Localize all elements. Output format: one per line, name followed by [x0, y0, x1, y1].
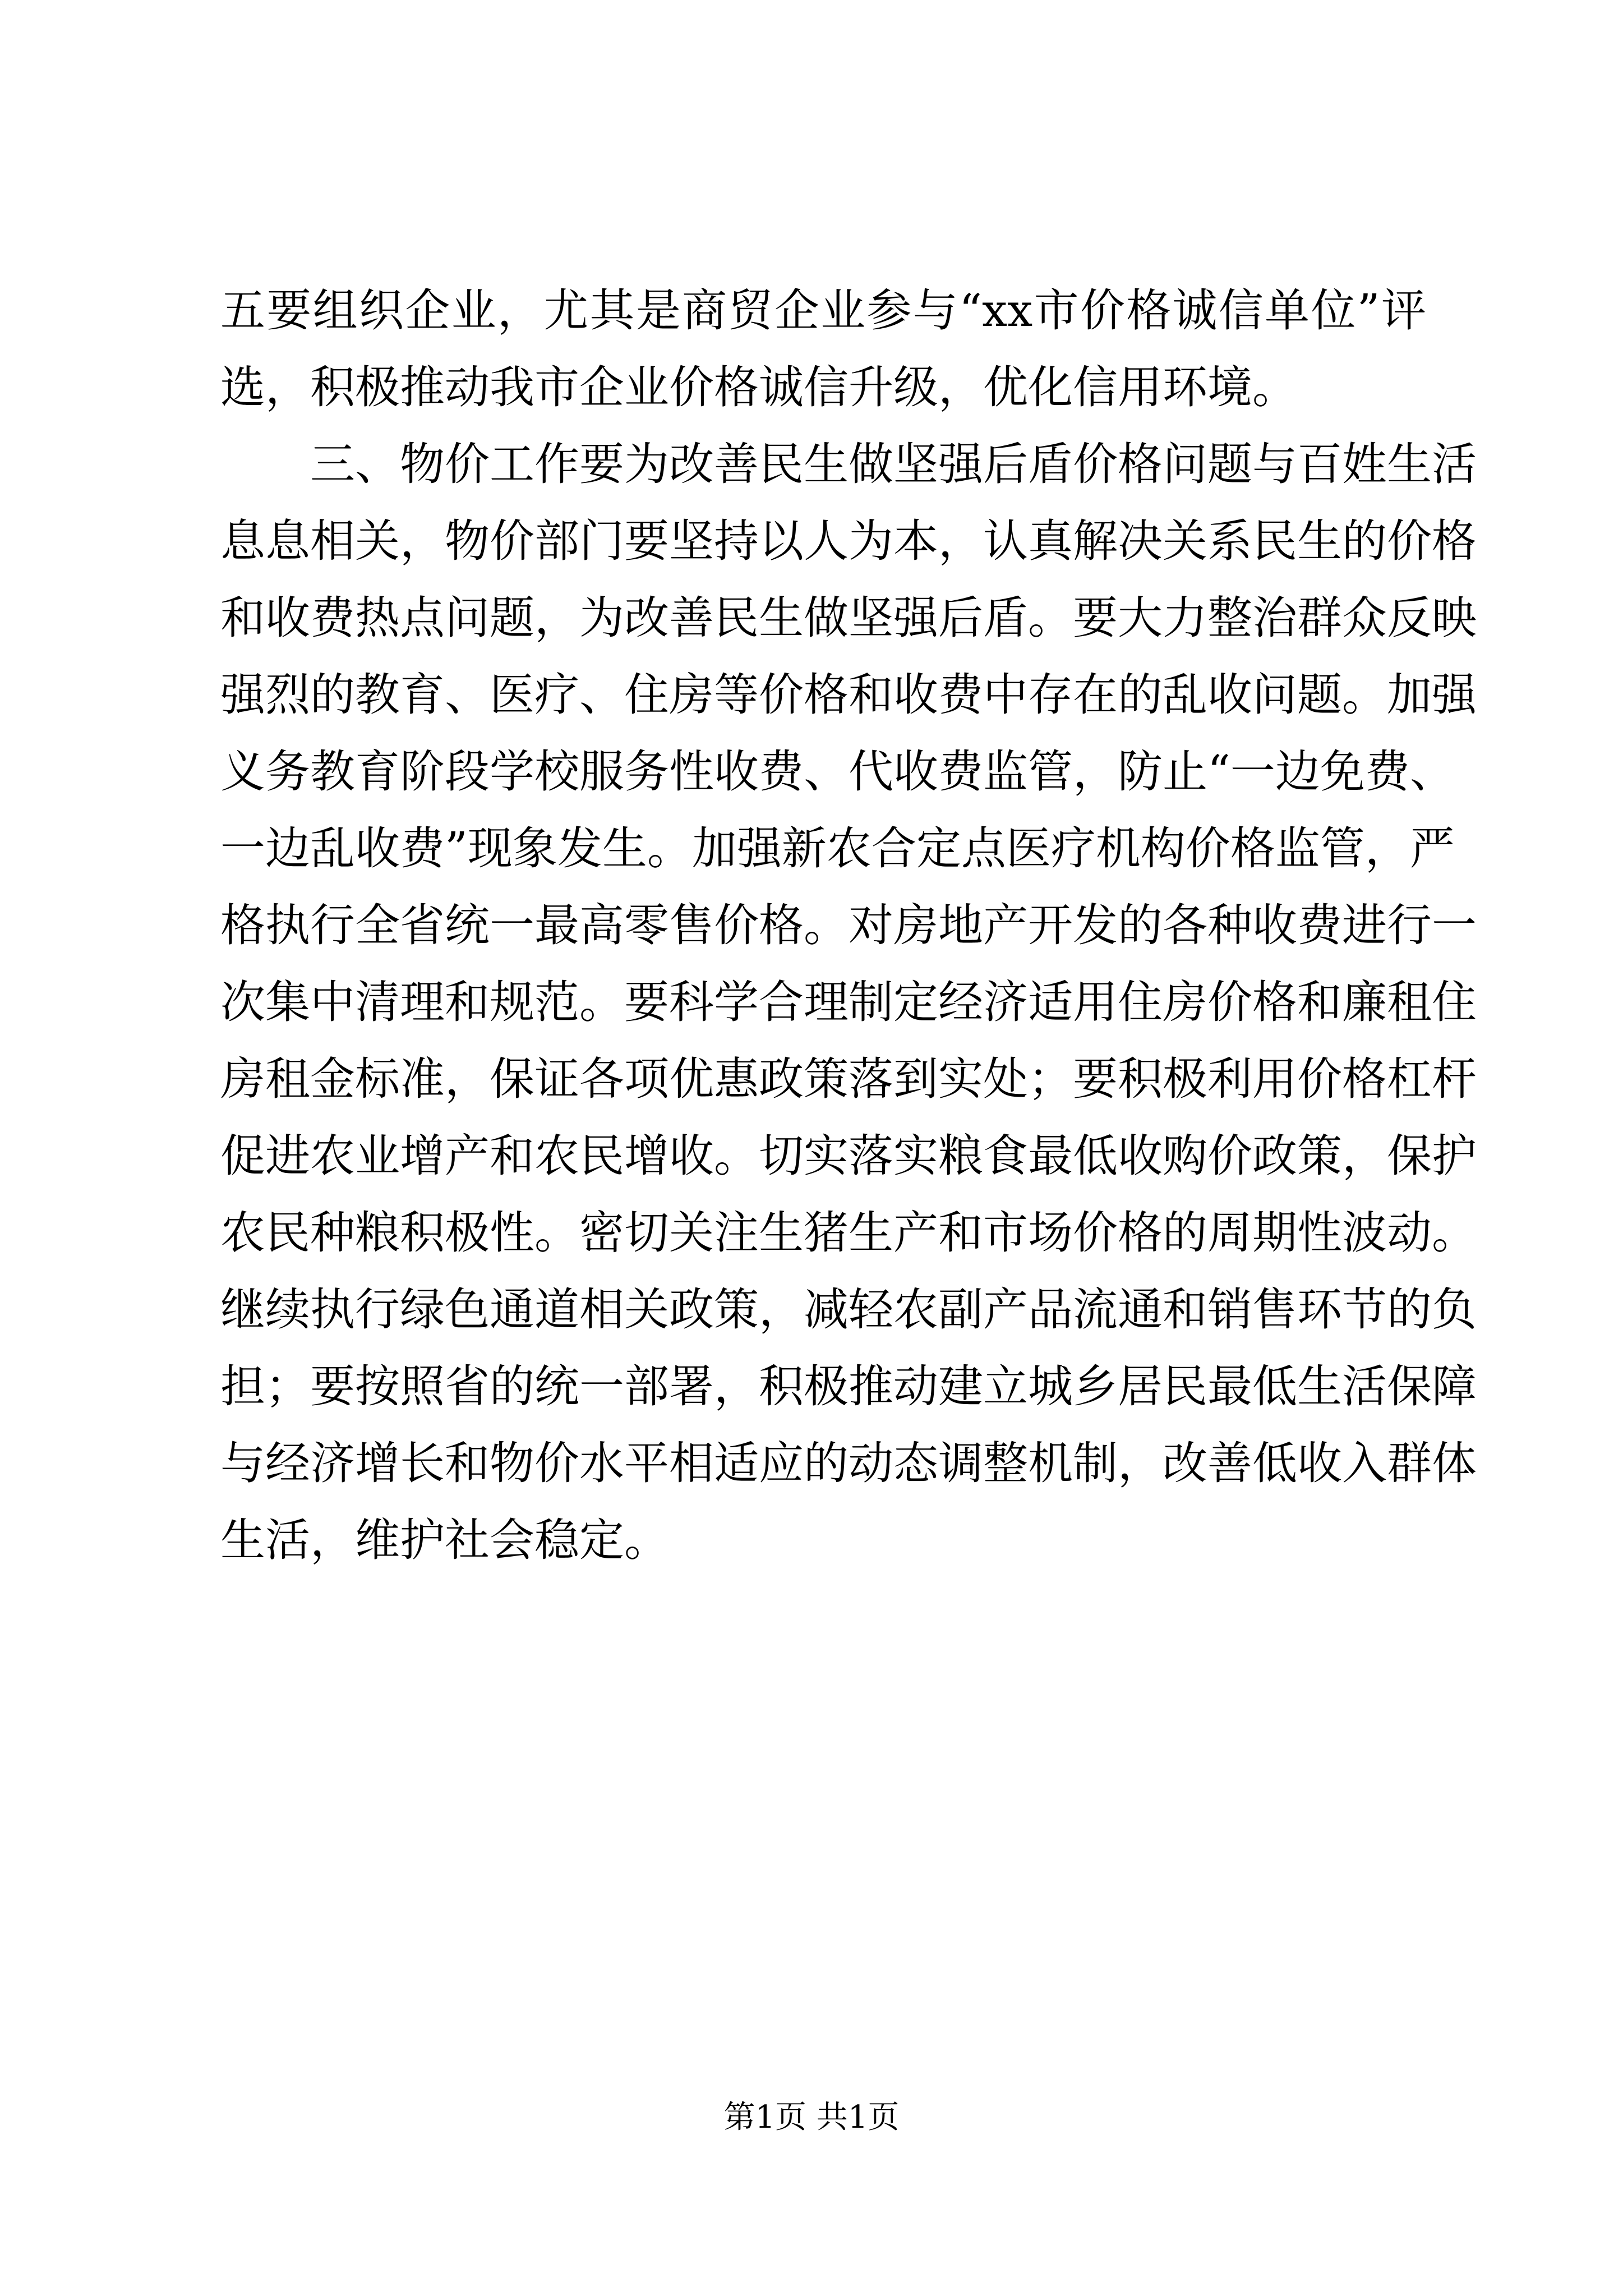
document-body [220, 272, 1477, 1579]
text-line: 格执行全省统一最高零售价格。对房地产开发的各种收费进行一 [220, 899, 1477, 951]
text-line: 一边乱收费”现象发生。加强新农合定点医疗机构价格监管，严 [220, 822, 1455, 875]
paragraph-three [220, 426, 1477, 1579]
text-line: 农民种粮积极性。密切关注生猪生产和市场价格的周期性波动。 [220, 1207, 1477, 1259]
text-line: 与经济增长和物价水平相适应的动态调整机制，改善低收入群体 [220, 1437, 1477, 1489]
text-line: 和收费热点问题，为改善民生做坚强后盾。要大力整治群众反映 [220, 592, 1477, 644]
text-line: 义务教育阶段学校服务性收费、代收费监管，防止“一边免费、 [220, 746, 1455, 798]
page-number: 第1页 共1页 [723, 2099, 900, 2136]
text-line: 房租金标准，保证各项优惠政策落到实处；要积极利用价格杠杆 [220, 1053, 1477, 1105]
text-line: 强烈的教育、医疗、住房等价格和收费中存在的乱收问题。加强 [220, 669, 1477, 721]
text-line: 选，积极推动我市企业价格诚信升级，优化信用环境。 [220, 361, 1297, 413]
page-footer [0, 2098, 1623, 2137]
text-line: 促进农业增产和农民增收。切实落实粮食最低收购价政策，保护 [220, 1130, 1477, 1182]
text-line: 五要组织企业，尤其是商贸企业参与“xx市价格诚信单位”评 [220, 284, 1426, 337]
text-line: 担；要按照省的统一部署，积极推动建立城乡居民最低生活保障 [220, 1360, 1477, 1412]
paragraph-continued [220, 272, 1426, 426]
text-line: 继续执行绿色通道相关政策，减轻农副产品流通和销售环节的负 [220, 1283, 1477, 1336]
text-line: 次集中清理和规范。要科学合理制定经济适用住房价格和廉租住 [220, 976, 1477, 1028]
text-line: 息息相关，物价部门要坚持以人为本，认真解决关系民生的价格 [220, 515, 1477, 567]
text-line: 三、物价工作要为改善民生做坚强后盾价格问题与百姓生活 [220, 438, 1477, 490]
text-line: 生活，维护社会稳定。 [220, 1514, 669, 1566]
